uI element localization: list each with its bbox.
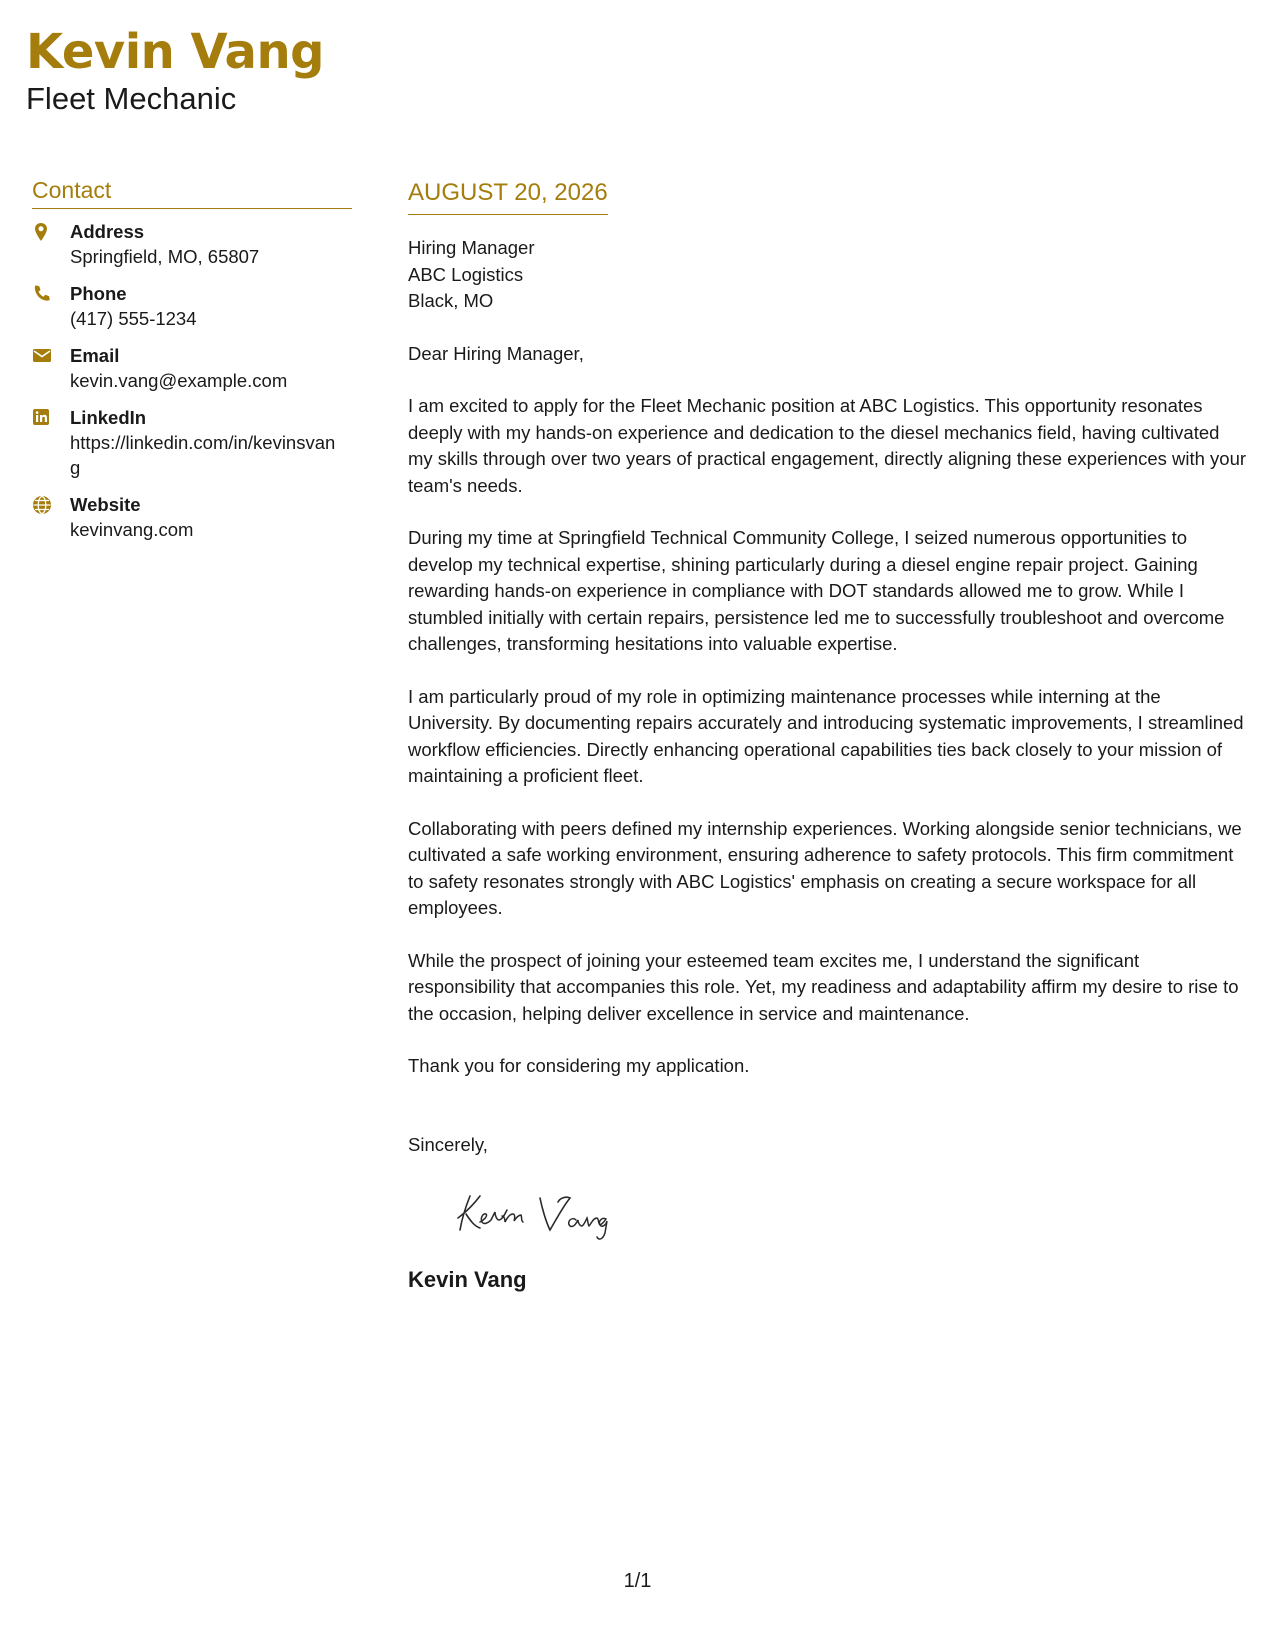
contact-label: LinkedIn xyxy=(70,407,147,428)
letter-header xyxy=(26,22,324,118)
contact-website xyxy=(32,492,352,542)
contact-label: Email xyxy=(70,345,120,366)
body-paragraph: Thank you for considering my application. xyxy=(408,1055,750,1076)
contact-value: kevin.vang@example.com xyxy=(70,370,288,391)
closing: Sincerely, xyxy=(408,1133,488,1155)
signer-name: Kevin Vang xyxy=(408,1267,527,1292)
contact-email xyxy=(32,343,352,393)
map-pin-icon xyxy=(32,219,70,242)
handwritten-signature xyxy=(450,1182,1248,1242)
recipient-line: Hiring Manager xyxy=(408,237,535,258)
contact-value: (417) 555-1234 xyxy=(70,308,197,329)
contact-label: Phone xyxy=(70,283,127,304)
linkedin-icon xyxy=(32,405,70,426)
body-paragraph: I am particularly proud of my role in optimizing maintenance processes while interning at the University. By documenting repairs accurately and introducing systematic improvements, I streamlined workflow efficiencies. Directly enhancing operational capabilities ties back closely to your mission of maintaining a proficient fleet. xyxy=(408,685,1244,786)
contact-value: kevinvang.com xyxy=(70,519,194,540)
contact-linkedin xyxy=(32,405,352,480)
body-paragraph: I am excited to apply for the Fleet Mechanic position at ABC Logistics. This opportunity resonates deeply with my hands-on experience and dedication to the diesel mechanics field, having cultivated my skills through over two years of practical engagement, directly aligning these experiences with your team's needs. xyxy=(408,395,1247,496)
contact-section-title: Contact xyxy=(32,176,352,209)
globe-icon xyxy=(32,492,70,515)
contact-address xyxy=(32,219,352,269)
contact-value: https://linkedin.com/in/kevinsvang xyxy=(70,432,336,478)
contact-sidebar xyxy=(32,176,352,554)
contact-phone xyxy=(32,281,352,331)
letter-date: AUGUST 20, 2026 xyxy=(408,179,608,206)
body-paragraph: Collaborating with peers defined my internship experiences. Working alongside senior technicians, we cultivated a safe working environment, ensuring adherence to safety protocols. This firm commitment to safety resonates strongly with ABC Logistics' emphasis on creating a secure workspace for all employees. xyxy=(408,817,1242,918)
salutation: Dear Hiring Manager, xyxy=(408,342,584,364)
envelope-icon xyxy=(32,343,70,364)
phone-icon xyxy=(32,281,70,304)
letter-date-block xyxy=(408,178,608,215)
contact-label: Address xyxy=(70,221,145,242)
applicant-name: Kevin Vang xyxy=(26,24,324,80)
body-paragraph: While the prospect of joining your esteemed team excites me, I understand the significant responsibility that accompanies this role. Yet, my readiness and adaptability affirm my desire to rise to the occasion, helping deliver excellence in service and maintenance. xyxy=(408,949,1239,1024)
recipient-line: ABC Logistics xyxy=(408,263,524,285)
page-number: 1/1 xyxy=(623,1570,652,1592)
applicant-title: Fleet Mechanic xyxy=(26,81,237,116)
closing-block xyxy=(408,1132,1248,1295)
recipient-block xyxy=(408,235,1248,315)
contact-label: Website xyxy=(70,494,141,515)
contact-value: Springfield, MO, 65807 xyxy=(70,246,260,267)
letter-body xyxy=(408,178,1248,1294)
body-paragraph: During my time at Springfield Technical Community College, I seized numerous opportunities to develop my technical expertise, shining particularly during a diesel engine repair project. Gaining rewarding hands-on experience in compliance with DOT standards allowed me to grow. While I stumbled initially with certain repairs, persistence led me to successfully troubleshoot and overcome challenges, transforming hesitations into valuable expertise. xyxy=(408,527,1225,654)
recipient-line: Black, MO xyxy=(408,290,494,311)
